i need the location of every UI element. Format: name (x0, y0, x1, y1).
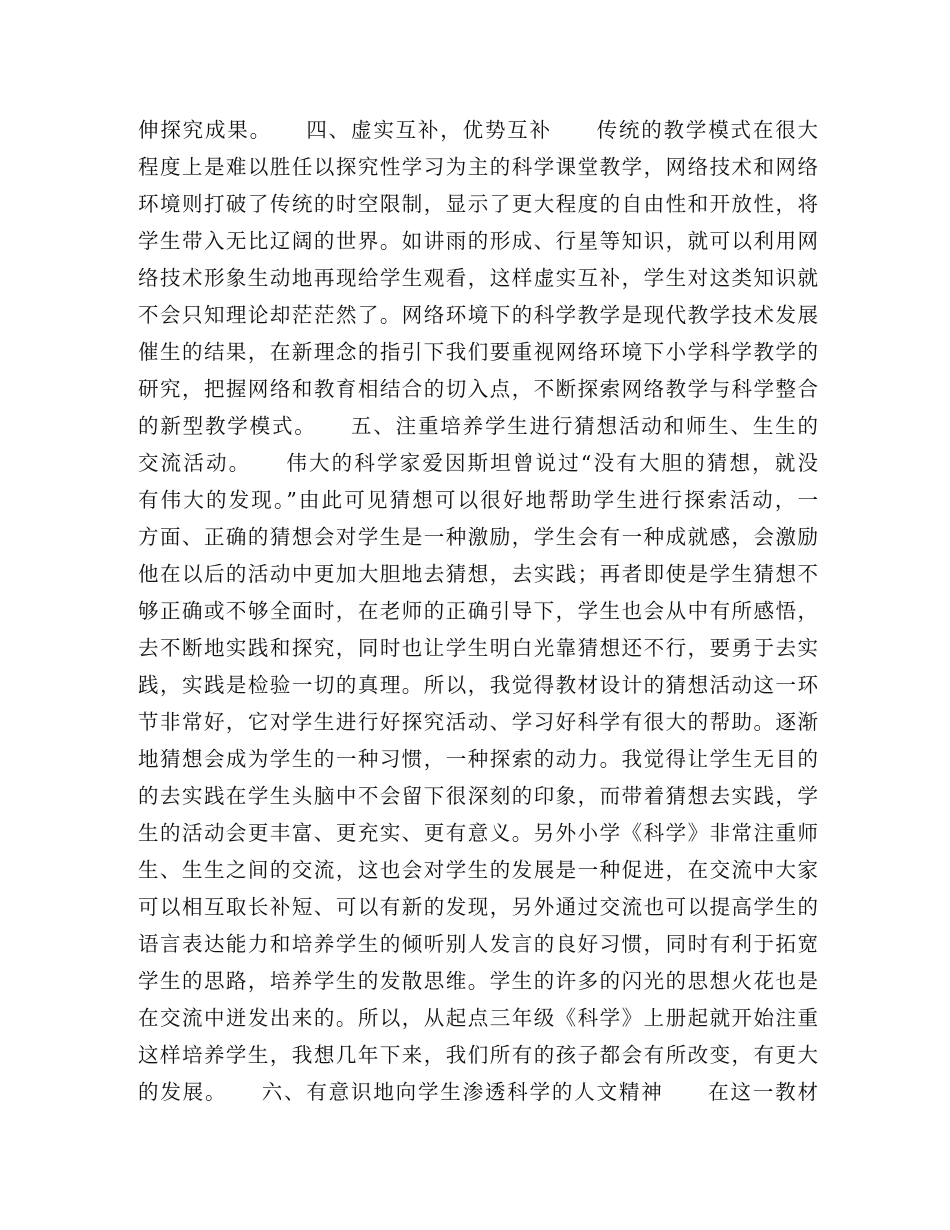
text-line: 的去实践在学生头脑中不会留下很深刻的印象，而带着猜想去实践，学 (138, 784, 818, 808)
text-line: 伸探究成果。 四、虚实互补，优势互补 传统的教学模式在很大 (138, 118, 818, 142)
text-line: 践，实践是检验一切的真理。所以，我觉得教材设计的猜想活动这一环 (138, 673, 818, 697)
text-line: 交流活动。 伟大的科学家爱因斯坦曾说过“没有大胆的猜想，就没 (138, 451, 818, 475)
text-line: 学生带入无比辽阔的世界。如讲雨的形成、行星等知识，就可以利用网 (138, 229, 818, 253)
body-text (138, 112, 818, 1111)
text-line: 可以相互取长补短、可以有新的发现，另外通过交流也可以提高学生的 (138, 895, 818, 919)
text-line: 在交流中迸发出来的。所以，从起点三年级《科学》上册起就开始注重 (138, 1006, 818, 1030)
text-line: 语言表达能力和培养学生的倾听别人发言的良好习惯，同时有利于拓宽 (138, 932, 818, 956)
text-line: 环境则打破了传统的时空限制，显示了更大程度的自由性和开放性，将 (138, 192, 818, 216)
text-line: 他在以后的活动中更加大胆地去猜想，去实践；再者即使是学生猜想不 (138, 562, 818, 586)
text-line: 研究，把握网络和教育相结合的切入点，不断探索网络教学与科学整合 (138, 377, 818, 401)
text-line: 去不断地实践和探究，同时也让学生明白光靠猜想还不行，要勇于去实 (138, 636, 818, 660)
text-line: 地猜想会成为学生的一种习惯，一种探索的动力。我觉得让学生无目的 (138, 747, 818, 771)
text-line: 这样培养学生，我想几年下来，我们所有的孩子都会有所改变，有更大 (138, 1043, 818, 1067)
text-line: 程度上是难以胜任以探究性学习为主的科学课堂教学，网络技术和网络 (138, 155, 818, 179)
text-line: 够正确或不够全面时，在老师的正确引导下，学生也会从中有所感悟， (138, 599, 818, 623)
text-line: 的发展。 六、有意识地向学生渗透科学的人文精神 在这一教材 (138, 1080, 818, 1104)
text-line: 有伟大的发现。”由此可见猜想可以很好地帮助学生进行探索活动，一 (138, 488, 818, 512)
text-line: 节非常好，它对学生进行好探究活动、学习好科学有很大的帮助。逐渐 (138, 710, 818, 734)
text-line: 络技术形象生动地再现给学生观看，这样虚实互补，学生对这类知识就 (138, 266, 818, 290)
text-line: 生的活动会更丰富、更充实、更有意义。另外小学《科学》非常注重师 (138, 821, 818, 845)
text-line: 的新型教学模式。 五、注重培养学生进行猜想活动和师生、生生的 (138, 414, 818, 438)
text-line: 方面、正确的猜想会对学生是一种激励，学生会有一种成就感，会激励 (138, 525, 818, 549)
text-line: 不会只知理论却茫茫然了。网络环境下的科学教学是现代教学技术发展 (138, 303, 818, 327)
text-line: 催生的结果，在新理念的指引下我们要重视网络环境下小学科学教学的 (138, 340, 818, 364)
text-line: 学生的思路，培养学生的发散思维。学生的许多的闪光的思想火花也是 (138, 969, 818, 993)
text-line: 生、生生之间的交流，这也会对学生的发展是一种促进，在交流中大家 (138, 858, 818, 882)
